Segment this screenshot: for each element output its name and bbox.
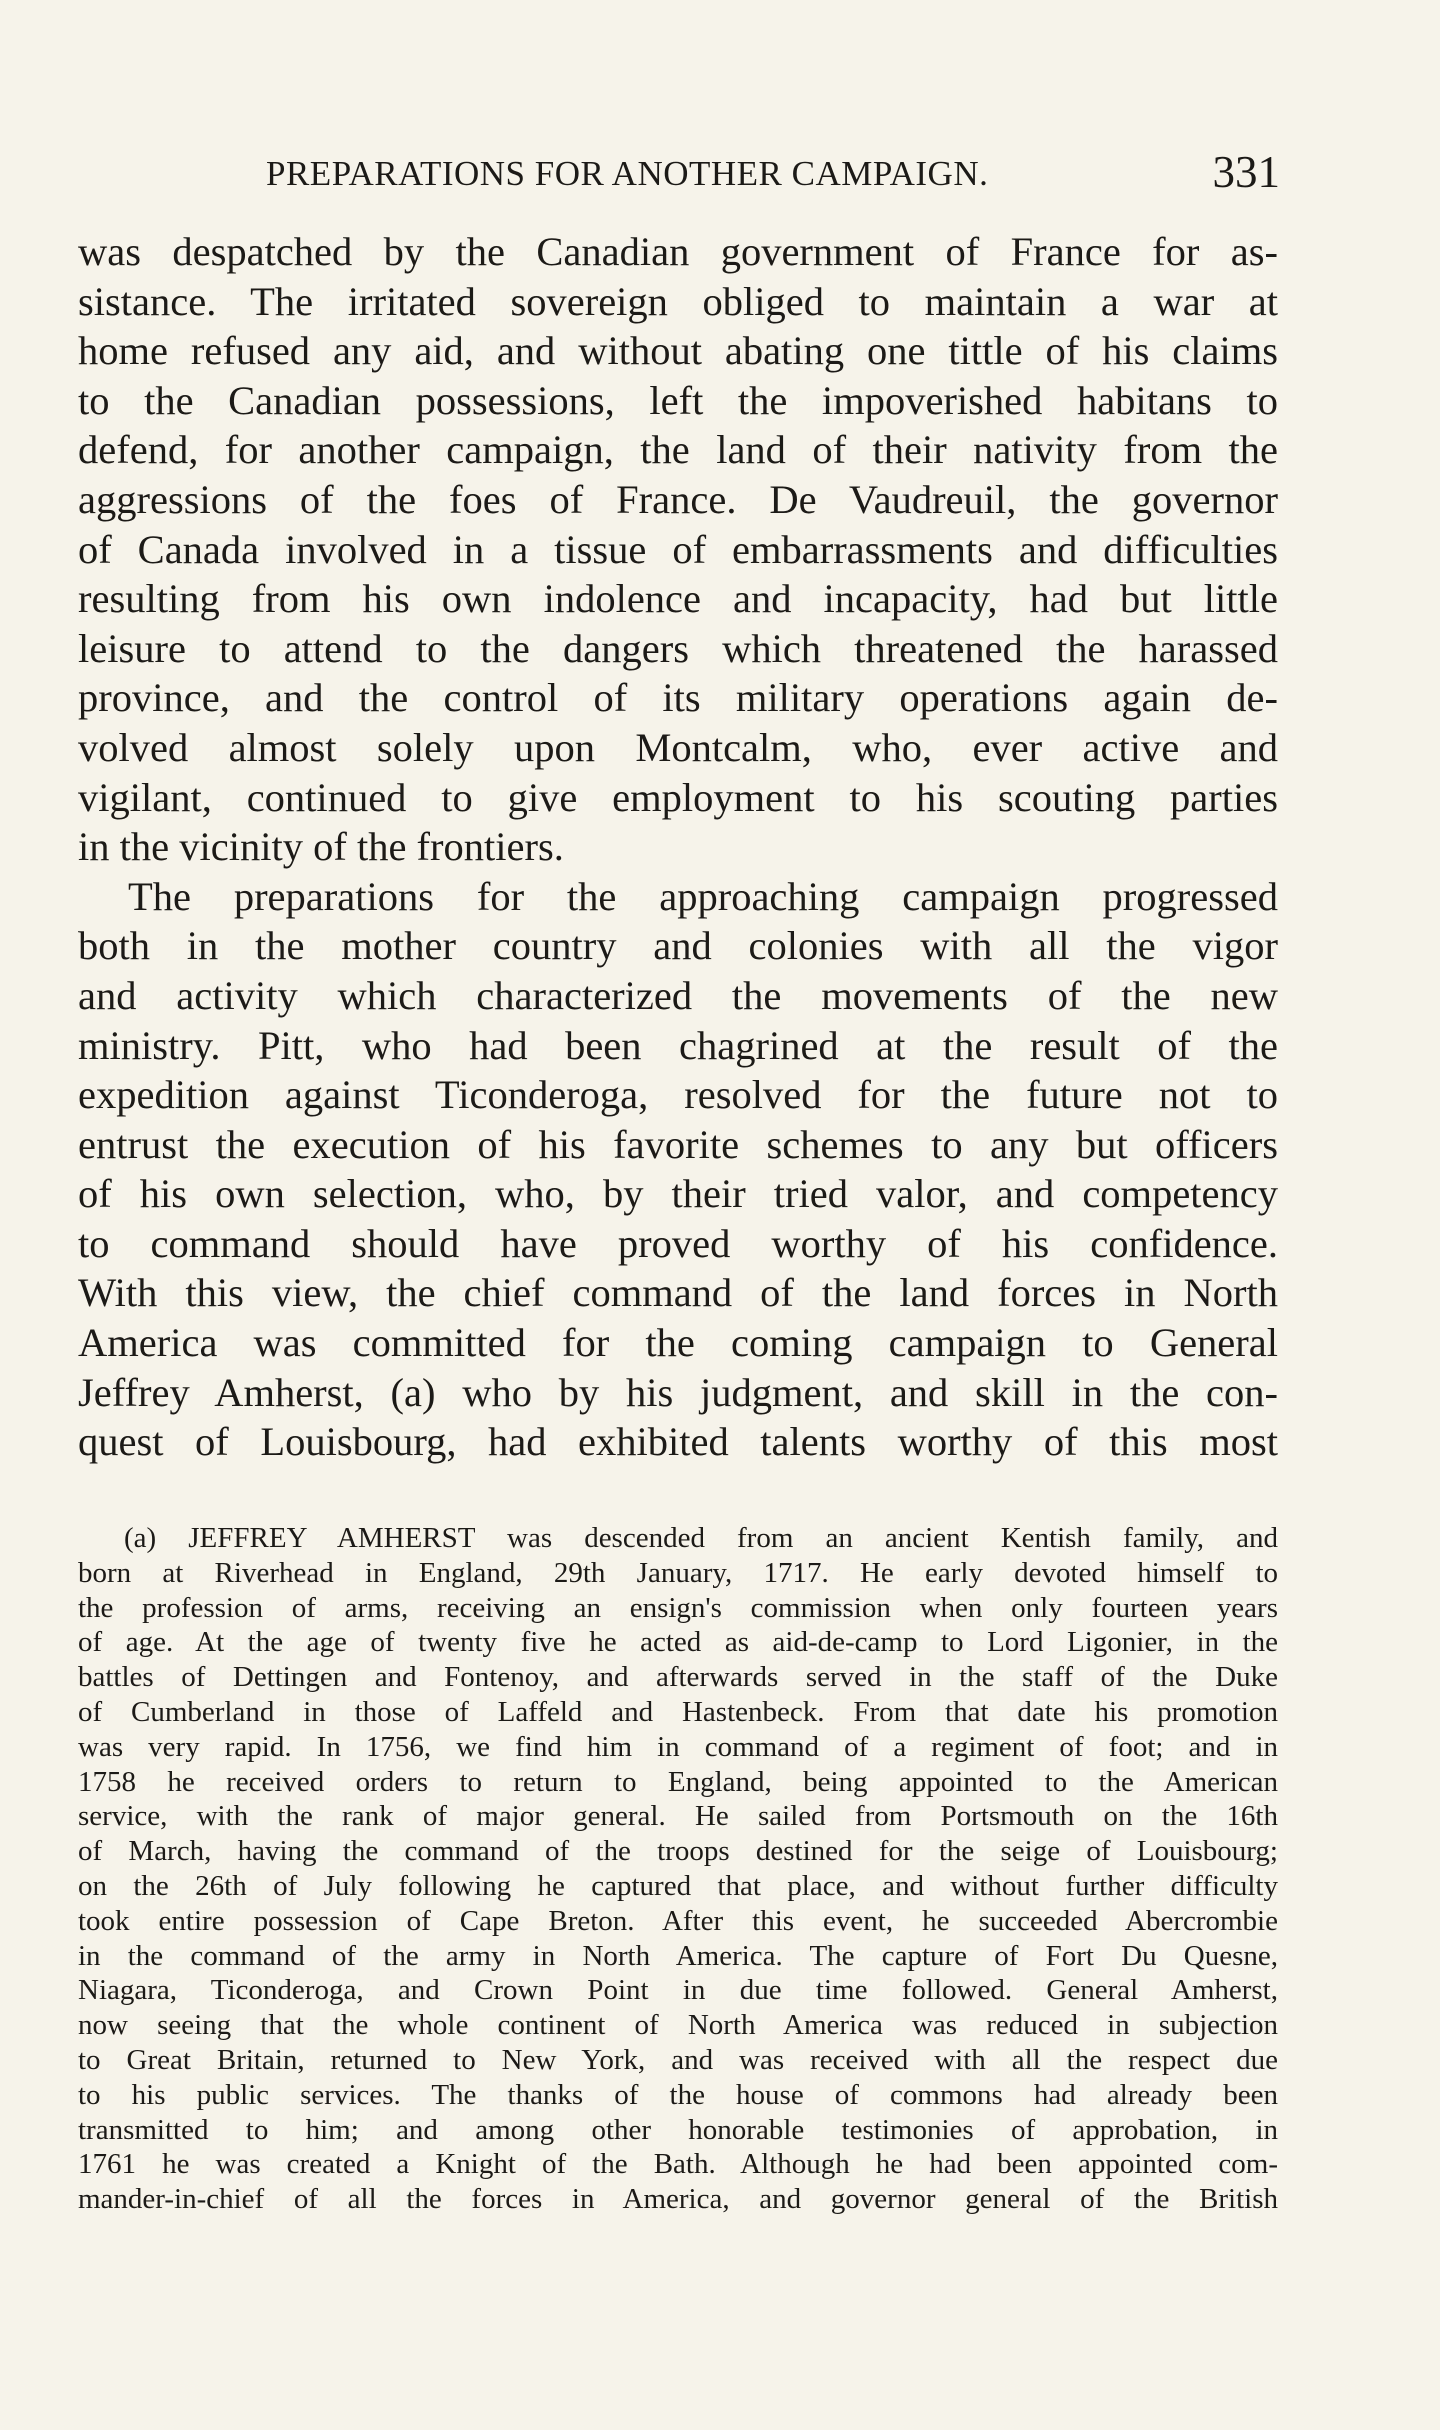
text-line: of his own selection, who, by their tried valor, and competency [78,1171,1278,1217]
text-line: vigilant, continued to give employment to his scouting parties [78,774,1278,820]
text-line: to the Canadian possessions, left the impoverished habitans to [78,377,1278,423]
text-line: both in the mother country and colonies with all the vigor [78,923,1278,969]
footnote-line: (a) JEFFREY AMHERST was descended from an ancient Kentish family, and [124,1522,1278,1554]
text-line: sistance. The irritated sovereign obliged to maintain a war at [78,278,1278,324]
text-line: aggressions of the foes of France. De Vaudreuil, the governor [78,476,1278,522]
footnote [78,1521,1278,2217]
text-line: home refused any aid, and without abating one tittle of his claims [78,328,1278,374]
footnote-line: in the command of the army in North America. The capture of Fort Du Quesne, [78,1939,1278,1972]
footnote-line: of Cumberland in those of Laffeld and Hastenbeck. From that date his promotion [78,1695,1278,1728]
text-line: of Canada involved in a tissue of embarrassments and difficulties [78,526,1278,572]
footnote-line: of age. At the age of twenty five he acted as aid-de-camp to Lord Ligonier, in the [78,1626,1278,1659]
footnote-line: on the 26th of July following he captured that place, and without further difficulty [78,1869,1278,1902]
text-line: province, and the control of its military operations again de- [78,675,1278,721]
text-line: leisure to attend to the dangers which threatened the harassed [78,625,1278,671]
footnote-line: the profession of arms, receiving an ensign's commission when only fourteen years [78,1591,1278,1624]
text-line: America was committed for the coming campaign to General [78,1320,1278,1366]
text-line: was despatched by the Canadian government of France for as- [78,229,1278,274]
footnote-line: service, with the rank of major general. He sailed from Portsmouth on the 16th [78,1800,1278,1833]
text-line: to command should have proved worthy of his confidence. [78,1220,1278,1266]
text-line: ministry. Pitt, who had been chagrined at the result of the [78,1022,1278,1068]
text-line: With this view, the chief command of the land forces in North [78,1270,1278,1316]
text-line: Jeffrey Amherst, (a) who by his judgment, and skill in the con- [78,1369,1278,1415]
text-line: in the vicinity of the frontiers. [78,824,564,870]
running-head [78,148,1278,196]
footnote-line: Niagara, Ticonderoga, and Crown Point in due time followed. General Amherst, [78,1974,1278,2007]
footnote-line: now seeing that the whole continent of North America was reduced in subjection [78,2009,1278,2042]
footnote-line: was very rapid. In 1756, we find him in command of a regiment of foot; and in [78,1730,1278,1763]
text-line: entrust the execution of his favorite schemes to any but officers [78,1121,1278,1167]
footnote-line: transmitted to him; and among other honorable testimonies of approbation, in [78,2113,1278,2146]
text-line: and activity which characterized the movements of the new [78,972,1278,1018]
footnote-line: took entire possession of Cape Breton. After this event, he succeeded Abercrombie [78,1904,1278,1937]
page-number: 331 [1212,147,1280,197]
running-title: PREPARATIONS FOR ANOTHER CAMPAIGN. [266,154,989,193]
text-line: expedition against Ticonderoga, resolved for the future not to [78,1072,1278,1118]
footnote-line: of March, having the command of the troops destined for the seige of Louisbourg; [78,1835,1278,1868]
text-line: volved almost solely upon Montcalm, who, ever active and [78,724,1278,770]
footnote-line: battles of Dettingen and Fontenoy, and afterwards served in the staff of the Duke [78,1661,1278,1694]
text-line: resulting from his own indolence and incapacity, had but little [78,576,1278,622]
text-line: defend, for another campaign, the land of their nativity from the [78,427,1278,473]
footnote-line: 1761 he was created a Knight of the Bath. Although he had been appointed com- [78,2148,1278,2181]
text-line: quest of Louisbourg, had exhibited talents worthy of this most [78,1419,1278,1465]
footnote-line: to his public services. The thanks of the house of commons had already been [78,2078,1278,2111]
footnote-line: born at Riverhead in England, 29th January, 1717. He early devoted himself to [78,1556,1278,1589]
footnote-line: to Great Britain, returned to New York, and was received with all the respect due [78,2043,1278,2076]
footnote-line: mander-in-chief of all the forces in America, and governor general of the British [78,2183,1278,2216]
footnote-line: 1758 he received orders to return to England, being appointed to the American [78,1765,1278,1798]
paragraph [78,227,1278,872]
paragraph [78,872,1278,1467]
body-text [78,227,1278,1467]
text-line: The preparations for the approaching campaign progressed [128,873,1278,919]
